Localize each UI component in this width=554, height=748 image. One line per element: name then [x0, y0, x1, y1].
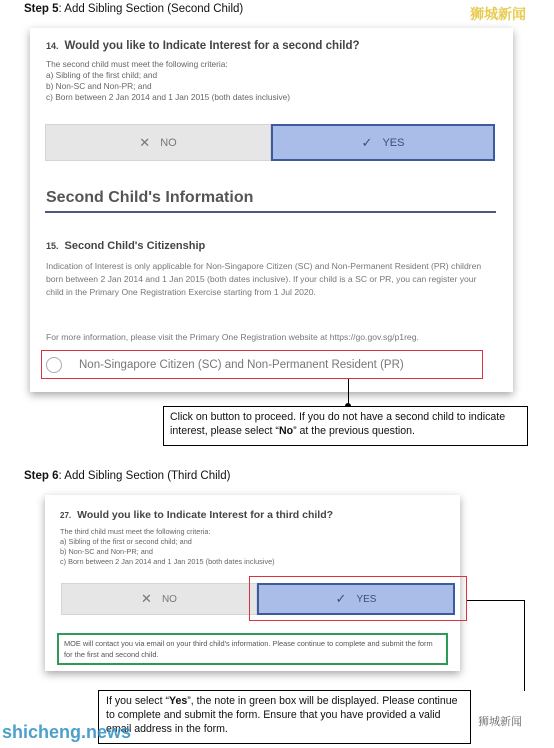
step6-callout: [98, 690, 471, 744]
q14-yes-button[interactable]: [271, 124, 495, 161]
citizenship-radio[interactable]: [46, 357, 62, 373]
q27-criteria-line: The third child must meet the following criteria:: [60, 527, 211, 536]
step5-label: Step 5: [24, 3, 59, 15]
citizenship-radio-label[interactable]: Non-Singapore Citizen (SC) and Non-Permanent Resident (PR): [79, 359, 404, 371]
q27-criteria: [60, 527, 440, 567]
q14-title: [46, 40, 360, 52]
q15-description: Indication of Interest is only applicable for Non-Singapore Citizen (SC) and Non-Permanent Resident (PR) children born between 2 Jan 2014 and 1 Jan 2015 (both dates inclusive). If your child is a SC or PR, you can register your child in the Primary One Registration Exercise starting from 1 Jul 2020.: [46, 261, 482, 297]
step6-title: : Add Sibling Section (Third Child): [58, 470, 231, 482]
section-title: Second Child's Information: [46, 189, 254, 206]
section-divider: [45, 211, 496, 213]
q27-no-button[interactable]: [61, 583, 257, 615]
step5-heading: [24, 3, 243, 15]
q14-criteria: [46, 59, 466, 103]
callout-connector: [348, 379, 349, 406]
q15-title: [46, 240, 205, 252]
q27-yes-button[interactable]: [257, 583, 455, 615]
q15-heading: Second Child's Citizenship: [64, 240, 206, 252]
q14-number: 14.: [46, 41, 59, 51]
check-icon: ✓: [361, 134, 373, 150]
step6-callout-text: If you select “: [106, 695, 169, 707]
q27-yes-label: YES: [356, 593, 377, 605]
q14-criteria-line: b) Non-SC and Non-PR; and: [46, 81, 152, 91]
q14-criteria-line: The second child must meet the following criteria:: [46, 59, 228, 69]
callout-connector-v: [524, 600, 525, 691]
q27-no-label: NO: [161, 593, 177, 605]
more-info-text: For more information, please visit the Primary One Registration website at https://go.gov.sg/p1reg.: [46, 332, 419, 342]
q27-criteria-line: b) Non-SC and Non-PR; and: [60, 547, 153, 556]
watermark-bottom-right: 狮城新闻: [478, 716, 522, 728]
close-icon: ✕: [141, 591, 152, 606]
third-child-note: MOE will contact you via email on your third child's information. Please continue to complete and submit the form for the first and second child.: [57, 633, 448, 665]
close-icon: ✕: [139, 134, 151, 150]
step5-callout: [163, 406, 528, 446]
q14-criteria-line: c) Born between 2 Jan 2014 and 1 Jan 2015 (both dates inclusive): [46, 92, 290, 102]
q27-title: [60, 509, 333, 521]
check-icon: ✓: [335, 591, 347, 606]
q27-question: Would you like to Indicate Interest for a third child?: [77, 509, 334, 521]
step5-title: : Add Sibling Section (Second Child): [58, 3, 244, 15]
step6-label: Step 6: [24, 470, 59, 482]
step6-callout-text-end: ”, the note in green box will be displayed. Please continue to complete and submit the form. Ensure that you have provided a valid email address in the form.: [106, 695, 458, 735]
q14-criteria-line: a) Sibling of the first child; and: [46, 70, 158, 80]
callout-connector-h: [467, 600, 524, 601]
step6-callout-bold: Yes: [169, 695, 188, 707]
step5-callout-bold: No: [278, 425, 294, 437]
q14-no-label: NO: [160, 136, 177, 149]
q27-criteria-line: c) Born between 2 Jan 2014 and 1 Jan 2015 (both dates inclusive): [60, 557, 275, 566]
q14-yes-label: YES: [382, 136, 405, 149]
q14-no-button[interactable]: [45, 124, 271, 161]
q14-question: Would you like to Indicate Interest for a second child?: [64, 40, 360, 52]
q27-criteria-line: a) Sibling of the first or second child; and: [60, 537, 192, 546]
step6-heading: [24, 470, 230, 482]
watermark-bottom-left: shicheng.news: [2, 722, 132, 742]
watermark-top: 狮城新闻: [470, 6, 526, 22]
q27-number: 27.: [60, 511, 72, 520]
q15-number: 15.: [46, 241, 59, 251]
step5-callout-text-end: ” at the previous question.: [293, 425, 415, 437]
step5-callout-text: Click on button to proceed. If you do not have a second child to indicate interest, please select “: [170, 411, 506, 437]
